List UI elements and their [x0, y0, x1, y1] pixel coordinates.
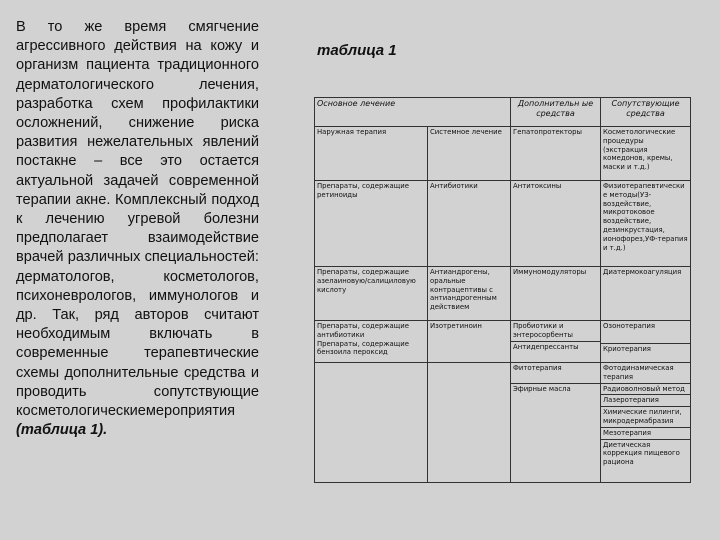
cell-line: Пробиотики и энтеросорбенты — [513, 322, 573, 339]
table-row — [315, 181, 691, 267]
cell-line: Криотерапия — [601, 343, 690, 354]
table-cell: Наружная терапия — [315, 127, 428, 181]
table-row — [315, 363, 691, 483]
table-row — [315, 321, 691, 363]
table-cell: Антибиотики — [428, 181, 511, 267]
table-cell — [428, 363, 511, 483]
table-cell: Иммуномодуляторы — [511, 267, 601, 321]
cell-line: Мезотерапия — [601, 427, 690, 438]
table-cell — [601, 363, 691, 483]
table-title: таблица 1 — [317, 42, 397, 59]
table-cell: Препараты, содержащие ретиноиды — [315, 181, 428, 267]
cell-line: Препараты, содержащие бензоила пероксид — [317, 339, 409, 357]
table-cell: Диатермокоагуляция — [601, 267, 691, 321]
table-cell: Косметологические процедуры (экстракция комедонов, кремы, маски и т.д.) — [601, 127, 691, 181]
header-accompanying-means: Сопутствующие средства — [601, 98, 691, 127]
table-row — [315, 267, 691, 321]
table-cell: Физиотерапевтически е методы(УЗ-воздействие, микротоковое воздействие, дезинкрустация, ионофорез,УФ-терапия и т.д.) — [601, 181, 691, 267]
cell-line: Антидепрессанты — [511, 341, 600, 352]
header-main-treatment: Основное лечение — [315, 98, 511, 127]
cell-line: Радиоволновый метод — [601, 383, 690, 394]
treatment-table — [314, 97, 691, 483]
table-header-row — [315, 98, 691, 127]
table-cell — [315, 321, 428, 363]
table-cell: Гепатопротекторы — [511, 127, 601, 181]
cell-line: Препараты, содержащие антибиотики — [317, 322, 409, 339]
table-row — [315, 127, 691, 181]
cell-line: Химические пилинги, микродермабразия — [601, 406, 690, 426]
body-text: В то же время смягчение агрессивного действия на кожу и организм пациента традиционного дерматологического лечения, разработка схем профилактики осложнений, снижение риска развития нежелательных явлений постакне – все это остается актуальной задачей современной терапии акне. Комплексный подход к лечению угревой болезни предполагает взаимодействие врачей различных специальностей: дерматологов, косметологов, психоневрологов, иммунологов и др. Так, ряд авторов считают необходимым включать в современные терапевтические схемы дополнительные средства и проводить сопутствующие косметологическиемероприятия — [16, 19, 259, 420]
cell-line: Фитотерапия — [513, 364, 562, 372]
table-cell: Антитоксины — [511, 181, 601, 267]
cell-line: Озонотерапия — [603, 322, 656, 330]
cell-line: Фотодинамическая терапия — [603, 364, 674, 381]
table-cell: Системное лечение — [428, 127, 511, 181]
header-additional-means: Дополнительн ые средства — [511, 98, 601, 127]
table-cell — [511, 363, 601, 483]
cell-line: Диетическая коррекция пищевого рациона — [601, 439, 690, 467]
cell-line: Лазеротерапия — [601, 394, 690, 405]
table-cell — [315, 363, 428, 483]
table-reference: (таблица 1). — [16, 422, 108, 439]
table-cell: Препараты, содержащие азелаиновую/салициловую кислоту — [315, 267, 428, 321]
table-cell — [511, 321, 601, 363]
table-cell: Изотретиноин — [428, 321, 511, 363]
body-paragraph — [16, 18, 259, 440]
table-cell: Антиандрогены, оральные контрацептивы с антиандрогенным действием — [428, 267, 511, 321]
table-cell — [601, 321, 691, 363]
cell-line: Эфирные масла — [511, 383, 600, 394]
